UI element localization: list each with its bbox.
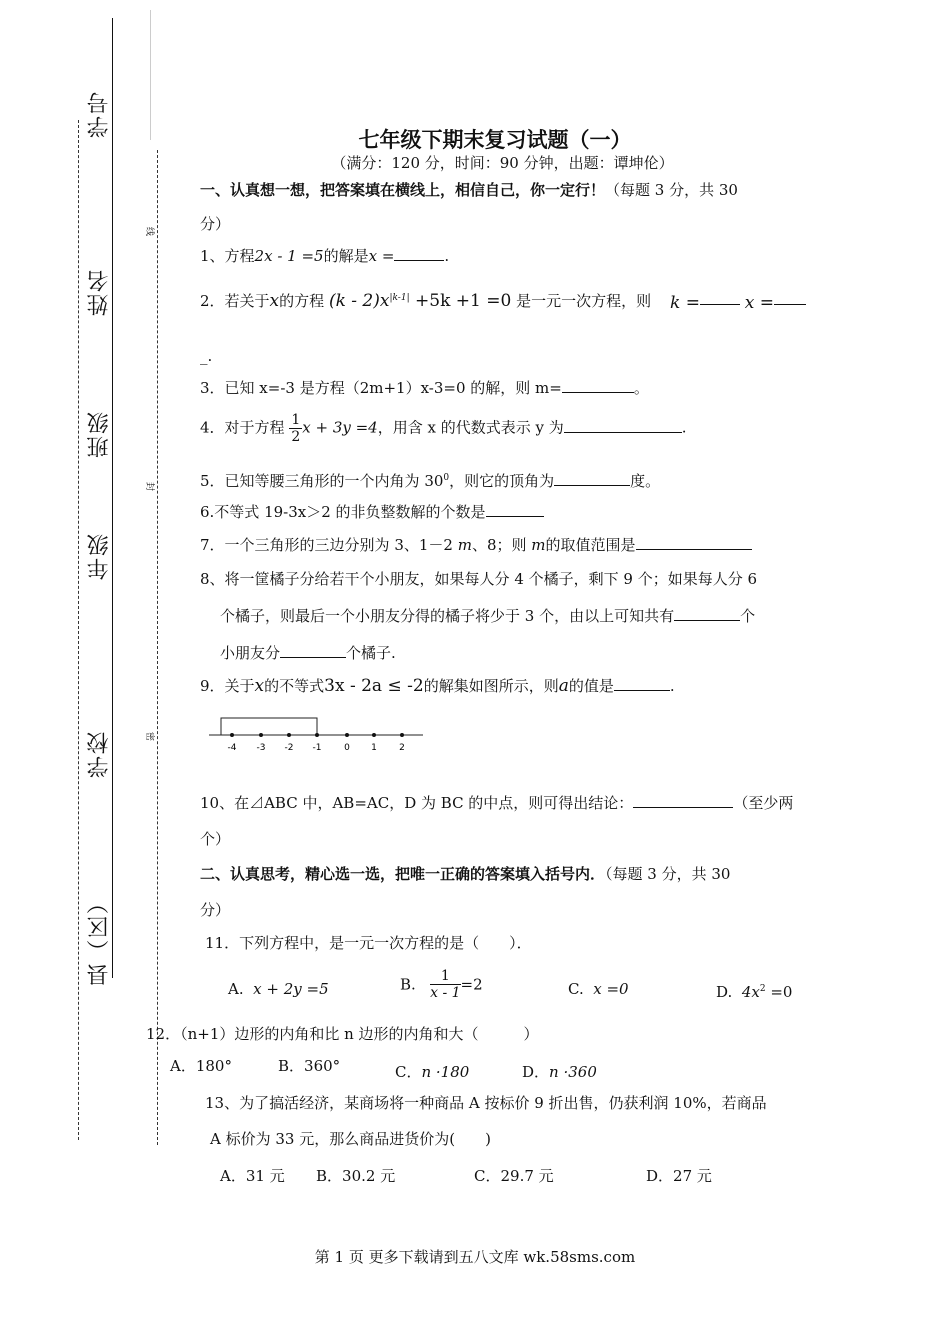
question-4	[200, 412, 687, 445]
q2-equation-exp: |k-1|	[389, 293, 410, 303]
q2-answers	[670, 293, 806, 313]
q9-post: 的解集如图所示，则	[423, 677, 559, 695]
q11-d-equation-b: =0	[765, 983, 793, 1001]
q13-option-c[interactable]: C．29.7 元	[474, 1167, 554, 1185]
number-line-point	[345, 733, 349, 737]
q1-var: x =	[368, 247, 395, 265]
q2-mid: 的方程	[279, 292, 325, 310]
q3-end: 。	[633, 379, 649, 397]
q4-post: ，用含 x 的代数式表示 y 为	[377, 418, 564, 437]
number-line-label: 0	[344, 743, 350, 753]
q12-option-d[interactable]	[522, 1056, 597, 1082]
q12-option-a[interactable]: A．180°	[170, 1057, 232, 1075]
section2-note-cont: 分）	[200, 901, 231, 919]
number-line-label: -3	[256, 743, 266, 753]
q5-sup: 0	[443, 473, 450, 483]
q8-l2a: 个橘子，则最后一个小朋友分得的橘子将少于 3 个，由以上可知共有	[220, 607, 675, 625]
number-line-figure	[205, 712, 430, 757]
q7-m: m	[457, 536, 472, 554]
q10-text: 10、在⊿ABC 中，AB=AC，D 为 BC 的中点，则可得出结论：	[200, 794, 634, 812]
page-subtitle: （满分：120 分，时间：90 分钟，出题：谭坤伦）	[331, 154, 674, 172]
sidebar-label-grade: 年级	[87, 532, 112, 580]
q2-equation-a: (k - 2)x	[328, 291, 390, 311]
q11-option-c[interactable]	[568, 979, 629, 999]
q7-pre: 7．一个三角形的三边分别为 3、1－2	[200, 536, 458, 554]
q8-l3b: 个橘子.	[346, 644, 396, 662]
q10-answer-blank[interactable]	[633, 793, 733, 808]
q6-text: 6.不等式 19-3x＞2 的非负整数解的个数是	[200, 503, 486, 521]
q9-end: 的值是	[568, 677, 614, 695]
question-8-line3	[220, 643, 396, 663]
question-1	[200, 246, 449, 266]
q11-d-sup: 2	[759, 984, 766, 994]
q11-option-d[interactable]	[716, 979, 792, 1002]
number-line-point	[315, 733, 319, 737]
q8-l2b: 个	[740, 607, 756, 625]
number-line-label: -1	[312, 743, 322, 753]
number-line-point	[400, 733, 404, 737]
q9-a: a	[558, 676, 569, 696]
q2-post: 是一元一次方程，则	[516, 292, 652, 310]
q1-pre: 1、方程	[200, 247, 255, 265]
q11-b-frac-den: x - 1	[430, 985, 461, 1001]
page-title: 七年级下期末复习试题（一）	[358, 127, 632, 152]
section1-note: （每题 3 分，共 30	[605, 181, 738, 199]
q9-answer-blank[interactable]	[614, 676, 670, 691]
q1-end: .	[444, 247, 450, 265]
q9-x: x	[254, 676, 265, 696]
question-13-line1: 13、为了搞活经济，某商场将一种商品 A 按标价 9 折出售，仍获利润 10%，若商品	[205, 1094, 767, 1112]
q9-mid: 的不等式	[264, 677, 325, 695]
q5-answer-blank[interactable]	[554, 471, 630, 486]
q1-equation: 2x - 1 =5	[254, 247, 324, 265]
q1-answer-blank[interactable]	[394, 246, 444, 261]
question-11: 11．下列方程中，是一元一次方程的是（ ）．	[205, 934, 532, 952]
q7-post: 、8；则	[471, 536, 532, 554]
q11-d-label: D.	[716, 983, 733, 1001]
sidebar-dashed-line	[78, 120, 79, 1140]
number-line-point	[372, 733, 376, 737]
q4-end: .	[681, 418, 687, 437]
q4-frac-num: 1	[291, 412, 301, 428]
q5-post: ，则它的顶角为	[449, 472, 555, 490]
q1-mid: 的解是	[323, 247, 369, 265]
question-5	[200, 468, 660, 491]
binding-char-secret: 密	[144, 731, 155, 742]
sidebar-label-name: 姓名	[87, 268, 112, 316]
q11-b-frac-num: 1	[430, 968, 460, 985]
question-10-line2: 个）	[200, 830, 231, 848]
q11-a-label: A.	[228, 980, 244, 998]
question-10-line1	[200, 793, 793, 813]
q12-option-b[interactable]: B．360°	[278, 1057, 341, 1075]
q2-x-blank[interactable]	[774, 303, 806, 305]
question-3	[200, 378, 649, 398]
question-2	[200, 288, 651, 311]
q7-post2: 的取值范围是	[545, 536, 636, 554]
q2-end: _.	[200, 347, 213, 365]
q9-inequality: 3x - 2a ≤ -2	[324, 676, 424, 696]
section1-heading	[200, 180, 738, 200]
q11-a-equation: x + 2y =5	[253, 980, 329, 998]
q13-option-a[interactable]: A．31 元	[220, 1167, 285, 1185]
q2-k-blank[interactable]	[700, 303, 740, 305]
question-6	[200, 502, 544, 522]
question-12: 12．（n+1）边形的内角和比 n 边形的内角和大（ ）	[146, 1025, 539, 1043]
binding-char-line: 线	[144, 226, 155, 237]
page-footer: 第 1 页 更多下载请到五八文库 wk.58sms.com	[314, 1248, 636, 1266]
section2-heading	[200, 864, 730, 884]
q2-x2: x =	[744, 293, 774, 313]
number-line-ticks	[228, 733, 405, 753]
q13-option-d[interactable]: D．27 元	[646, 1167, 712, 1185]
q5-end: 度。	[630, 472, 661, 490]
sidebar-label-county: 县（区）	[87, 890, 112, 986]
q2-pre: 2．若关于	[200, 292, 270, 310]
q11-c-equation: x =0	[593, 980, 629, 998]
q11-b-label: B.	[400, 975, 416, 994]
q12-d-expr: n ·360	[549, 1063, 597, 1081]
sidebar-label-school: 学校	[87, 730, 112, 778]
section2-note: （每题 3 分，共 30	[605, 865, 731, 883]
question-7	[200, 535, 752, 555]
solution-bracket	[221, 718, 317, 735]
q4-pre: 4．对于方程	[200, 418, 285, 437]
q3-text: 3．已知 x=-3 是方程（2m+1）x-3=0 的解，则 m=	[200, 379, 562, 397]
number-line-label: -4	[227, 743, 237, 753]
section1-heading-text: 一、认真想一想，把答案填在横线上，相信自己，你一定行！	[200, 181, 606, 199]
q9-dot: .	[669, 677, 675, 695]
q4-frac-den: 2	[291, 429, 301, 445]
section2-heading-text: 二、认真思考，精心选一选，把唯一正确的答案填入括号内．	[200, 865, 606, 883]
q8-blank-2[interactable]	[280, 643, 346, 658]
q8-l3a: 小朋友分	[220, 644, 281, 662]
question-9	[200, 676, 675, 696]
q4-equation: x + 3y =4	[302, 418, 378, 437]
q5-pre: 5．已知等腰三角形的一个内角为 30	[200, 472, 444, 490]
binding-char-seal: 封	[144, 481, 155, 492]
q11-c-label: C.	[568, 980, 584, 998]
number-line-label: 2	[399, 743, 405, 753]
q11-b-fraction	[430, 968, 460, 1001]
number-line-point	[287, 733, 291, 737]
q4-fraction	[289, 412, 302, 445]
q11-b-eq: =2	[460, 975, 483, 994]
binding-line-top	[150, 10, 151, 140]
q13-option-b[interactable]: B．30.2 元	[316, 1167, 396, 1185]
sidebar-label-class: 班级	[87, 410, 112, 458]
q12-option-c[interactable]	[395, 1056, 469, 1082]
q6-answer-blank[interactable]	[486, 502, 544, 517]
q2-k: k =	[670, 293, 700, 313]
binding-dashed-line	[157, 150, 158, 1145]
number-line-label: -2	[284, 743, 294, 753]
q10-end: （至少两	[733, 794, 794, 812]
q2-equation-b: +5k +1 =0	[409, 291, 512, 311]
q12-d-label: D．	[522, 1063, 550, 1081]
number-line-label: 1	[371, 743, 377, 753]
q8-blank-1[interactable]	[674, 607, 740, 621]
number-line-point	[259, 733, 263, 737]
q12-c-expr: n ·180	[421, 1063, 470, 1081]
q11-option-a[interactable]	[228, 979, 329, 999]
sidebar-label-student-id: 学号	[87, 90, 112, 138]
q12-c-label: C．	[395, 1063, 422, 1081]
q11-option-b[interactable]	[400, 968, 483, 1001]
question-8-line1: 8、将一筐橘子分给若干个小朋友，如果每人分 4 个橘子，剩下 9 个；如果每人分 6	[200, 570, 758, 588]
q2-x: x	[269, 291, 280, 311]
question-8-line2	[220, 606, 755, 626]
q11-d-equation-a: 4x	[741, 983, 760, 1001]
question-13-line2: A 标价为 33 元，那么商品进货价为( )	[210, 1130, 491, 1148]
number-line-point	[230, 733, 234, 737]
q7-answer-blank[interactable]	[636, 535, 752, 550]
q3-answer-blank[interactable]	[562, 378, 634, 393]
q7-m2: m	[531, 536, 546, 554]
q4-answer-blank[interactable]	[564, 418, 682, 433]
section1-note-cont: 分）	[200, 215, 231, 233]
q9-pre: 9．关于	[200, 677, 255, 695]
